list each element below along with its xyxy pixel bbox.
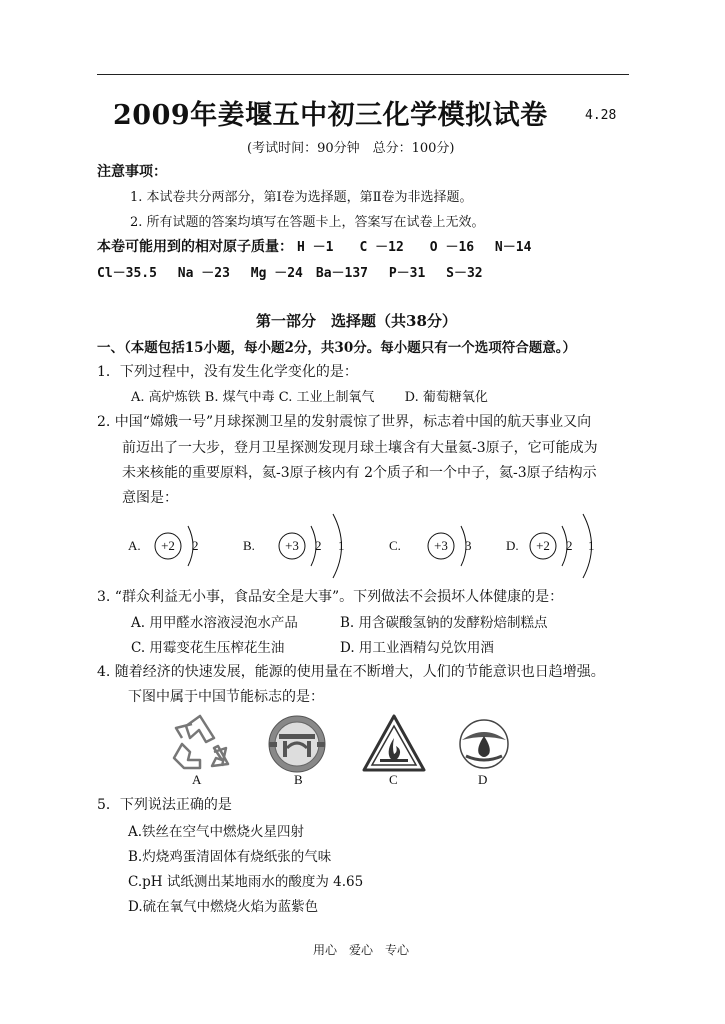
atom-c-nucleus-charge: +3	[434, 538, 448, 553]
question-1-stem: 1．下列过程中，没有发生化学变化的是：	[97, 364, 358, 380]
atom-d-shell-2: 1	[588, 538, 595, 553]
question-4-icons	[0, 708, 725, 798]
question-1-options: A. 高炉炼铁 B. 煤气中毒 C. 工业上制氧气 D. 葡萄糖氧化	[131, 390, 488, 405]
question-4-line-1: 4. 随着经济的快速发展，能源的使用量在不断增大，人们的节能意识也日趋增强。	[97, 664, 605, 680]
atom-diagram-c	[389, 526, 472, 566]
atom-diagrams	[0, 510, 725, 580]
atom-d-nucleus-charge: +2	[536, 538, 550, 553]
question-5-option-a: A.铁丝在空气中燃烧火星四射	[128, 824, 305, 840]
section-instruction: 一、（本题包括15小题，每小题2分，共30分。每小题只有一个选项符合题意。）	[97, 340, 576, 356]
header-rule	[97, 74, 629, 75]
atom-a-shell-1: 2	[192, 538, 199, 553]
icon-label-b: B	[294, 772, 303, 787]
atom-b-shell-1: 2	[315, 538, 322, 553]
question-3-option-c: C. 用霉变花生压榨花生油	[131, 640, 285, 656]
flammable-warning-icon	[364, 716, 424, 770]
section-title: 第一部分 选择题（共38分）	[256, 312, 457, 330]
page-footer: 用心 爱心 专心	[313, 943, 410, 957]
water-saving-icon	[460, 720, 508, 768]
question-3-stem: 3. “群众利益无小事，食品安全是大事”。下列做法不会损坏人体健康的是：	[97, 589, 564, 605]
question-3-option-d: D. 用工业酒精勾兑饮用酒	[340, 640, 494, 656]
atom-diagram-d	[506, 514, 595, 578]
atomic-mass-label: 本卷可能用到的相对原子质量：	[97, 239, 293, 255]
question-2-line-3: 未来核能的重要原料，氦-3原子核内有 2个质子和一个中子，氦-3原子结构示	[122, 465, 597, 481]
question-5-option-c: C.pH 试纸测出某地雨水的酸度为 4.65	[128, 874, 364, 890]
notice-item-1: 1. 本试卷共分两部分，第Ⅰ卷为选择题，第Ⅱ卷为非选择题。	[130, 190, 473, 205]
question-4-line-2: 下图中属于中国节能标志的是：	[128, 689, 324, 705]
atom-b-nucleus-charge: +3	[285, 538, 299, 553]
energy-saving-icon	[269, 716, 325, 772]
question-2-line-2: 前迈出了一大步，登月卫星探测发现月球土壤含有大量氦-3原子，它可能成为	[122, 440, 598, 456]
exam-date: 4.28	[585, 108, 617, 123]
atomic-mass-values-1: H －1 C －12 O －16 N－14	[297, 240, 532, 255]
question-2-line-4: 意图是：	[122, 490, 178, 506]
question-2-line-1: 2. 中国“嫦娥一号”月球探测卫星的发射震惊了世界，标志着中国的航天事业又向	[97, 414, 592, 430]
atom-c-letter: C.	[389, 538, 401, 553]
atom-d-shell-1: 2	[566, 538, 573, 553]
icon-label-d: D	[478, 772, 488, 787]
notice-heading: 注意事项：	[97, 164, 167, 180]
question-5-stem: 5．下列说法正确的是	[97, 797, 232, 813]
icon-label-a: A	[192, 772, 202, 787]
atomic-mass-line-2: Cl－35.5 Na －23 Mg －24 Ba－137 P－31 S－32	[97, 266, 483, 281]
exam-title: 2009年姜堰五中初三化学模拟试卷	[113, 100, 548, 131]
atom-d-letter: D.	[506, 538, 519, 553]
atom-b-shell-2: 1	[338, 538, 345, 553]
exam-subtitle: (考试时间：90分钟 总分：100分)	[247, 141, 455, 156]
atom-a-letter: A.	[128, 538, 141, 553]
notice-item-2: 2. 所有试题的答案均填写在答题卡上，答案写在试卷上无效。	[130, 215, 485, 230]
atom-a-nucleus-charge: +2	[161, 538, 175, 553]
question-5-option-d: D.硫在氧气中燃烧火焰为蓝紫色	[128, 899, 319, 915]
icon-label-c: C	[389, 772, 398, 787]
question-5-option-b: B.灼烧鸡蛋清固体有烧纸张的气味	[128, 849, 332, 865]
recycle-icon	[174, 716, 228, 768]
atom-diagram-a	[128, 526, 199, 566]
atom-b-letter: B.	[243, 538, 255, 553]
question-3-option-a: A. 用甲醛水溶液浸泡水产品	[131, 615, 298, 631]
atom-c-shell-1: 3	[465, 538, 472, 553]
atom-diagram-b	[243, 514, 345, 578]
atomic-mass-line-1	[97, 236, 531, 256]
question-3-option-b: B. 用含碳酸氢钠的发酵粉焙制糕点	[340, 615, 548, 631]
